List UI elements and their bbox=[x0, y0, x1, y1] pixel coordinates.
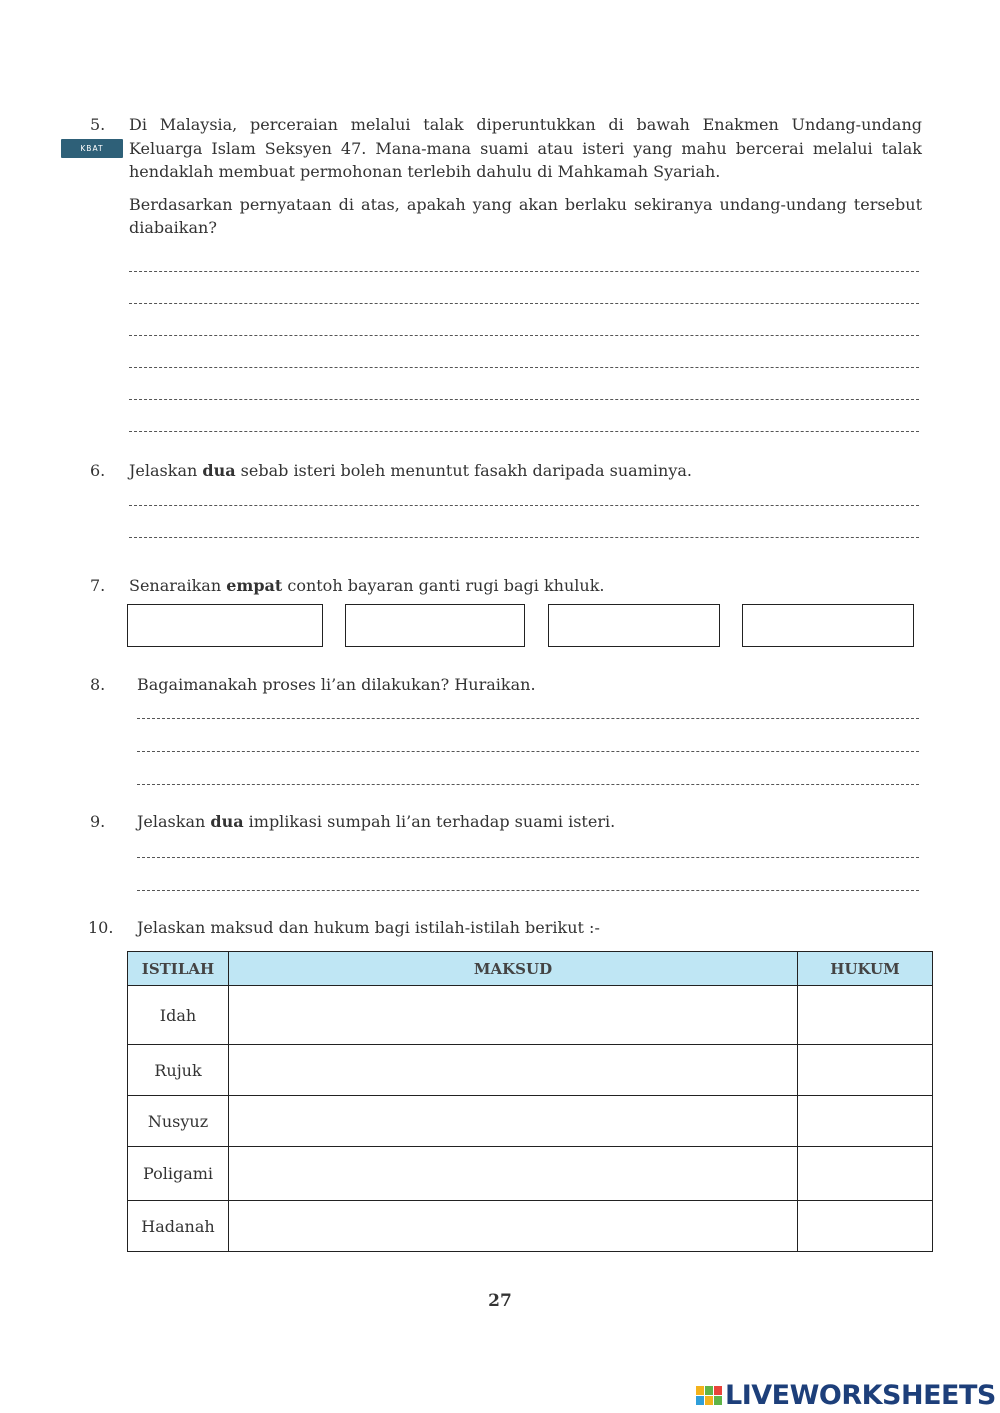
question-5-line-1: Di Malaysia, perceraian melalui talak diperuntukkan di bawah Enakmen Undang-undang bbox=[129, 115, 922, 134]
term-cell: Poligami bbox=[128, 1147, 229, 1201]
term-cell: Idah bbox=[128, 986, 229, 1045]
answer-box-1[interactable] bbox=[127, 604, 323, 647]
header-hukum: HUKUM bbox=[798, 952, 933, 986]
question-6-number: 6. bbox=[90, 461, 106, 480]
question-5-line-4: Berdasarkan pernyataan di atas, apakah yang akan berlaku sekiranya undang-undang tersebut bbox=[129, 195, 922, 214]
liveworksheets-wordmark: LIVEWORKSHEETS bbox=[725, 1379, 996, 1411]
question-10-text: Jelaskan maksud dan hukum bagi istilah-istilah berikut :- bbox=[137, 918, 600, 937]
answer-line[interactable] bbox=[137, 890, 919, 891]
answer-box-3[interactable] bbox=[548, 604, 720, 647]
term-cell: Nusyuz bbox=[128, 1096, 229, 1147]
answer-line[interactable] bbox=[129, 505, 919, 506]
question-5-line-5: diabaikan? bbox=[129, 218, 217, 237]
maksud-cell[interactable] bbox=[229, 1096, 798, 1147]
question-7-number: 7. bbox=[90, 576, 106, 595]
hukum-cell[interactable] bbox=[798, 1147, 933, 1201]
answer-line[interactable] bbox=[129, 367, 919, 368]
maksud-cell[interactable] bbox=[229, 1045, 798, 1096]
question-5-line-3: hendaklah membuat permohonan terlebih dahulu di Mahkamah Syariah. bbox=[129, 162, 721, 181]
answer-box-4[interactable] bbox=[742, 604, 914, 647]
liveworksheets-logo-icon bbox=[696, 1386, 722, 1405]
table-row bbox=[128, 1201, 933, 1252]
hukum-cell[interactable] bbox=[798, 1045, 933, 1096]
terms-table bbox=[127, 951, 933, 1252]
answer-line[interactable] bbox=[129, 271, 919, 272]
table-row bbox=[128, 1147, 933, 1201]
header-istilah: ISTILAH bbox=[128, 952, 229, 986]
question-9-number: 9. bbox=[90, 812, 106, 831]
question-6-text: Jelaskan dua sebab isteri boleh menuntut fasakh daripada suaminya. bbox=[129, 461, 692, 480]
answer-box-2[interactable] bbox=[345, 604, 525, 647]
hukum-cell[interactable] bbox=[798, 1096, 933, 1147]
kbat-badge: KBAT bbox=[61, 139, 123, 158]
question-9-text: Jelaskan dua implikasi sumpah li’an terhadap suami isteri. bbox=[137, 812, 616, 831]
maksud-cell[interactable] bbox=[229, 1147, 798, 1201]
question-7-text: Senaraikan empat contoh bayaran ganti rugi bagi khuluk. bbox=[129, 576, 605, 595]
question-8-text: Bagaimanakah proses li’an dilakukan? Huraikan. bbox=[137, 675, 536, 694]
maksud-cell[interactable] bbox=[229, 1201, 798, 1252]
table-row bbox=[128, 1096, 933, 1147]
answer-line[interactable] bbox=[129, 335, 919, 336]
answer-line[interactable] bbox=[129, 537, 919, 538]
table-row bbox=[128, 986, 933, 1045]
answer-line[interactable] bbox=[137, 718, 919, 719]
answer-line[interactable] bbox=[129, 399, 919, 400]
answer-line[interactable] bbox=[137, 784, 919, 785]
page-number: 27 bbox=[488, 1291, 512, 1311]
term-cell: Rujuk bbox=[128, 1045, 229, 1096]
question-5-number: 5. bbox=[90, 115, 106, 134]
answer-line[interactable] bbox=[129, 431, 919, 432]
table-header-row bbox=[128, 952, 933, 986]
question-8-number: 8. bbox=[90, 675, 106, 694]
table-row bbox=[128, 1045, 933, 1096]
question-5-line-2: Keluarga Islam Seksyen 47. Mana-mana suami atau isteri yang mahu bercerai melalui talak bbox=[129, 139, 922, 158]
hukum-cell[interactable] bbox=[798, 986, 933, 1045]
header-maksud: MAKSUD bbox=[229, 952, 798, 986]
answer-line[interactable] bbox=[137, 857, 919, 858]
maksud-cell[interactable] bbox=[229, 986, 798, 1045]
hukum-cell[interactable] bbox=[798, 1201, 933, 1252]
answer-line[interactable] bbox=[129, 303, 919, 304]
question-10-number: 10. bbox=[88, 918, 114, 937]
term-cell: Hadanah bbox=[128, 1201, 229, 1252]
liveworksheets-logo bbox=[696, 1380, 996, 1410]
answer-line[interactable] bbox=[137, 751, 919, 752]
